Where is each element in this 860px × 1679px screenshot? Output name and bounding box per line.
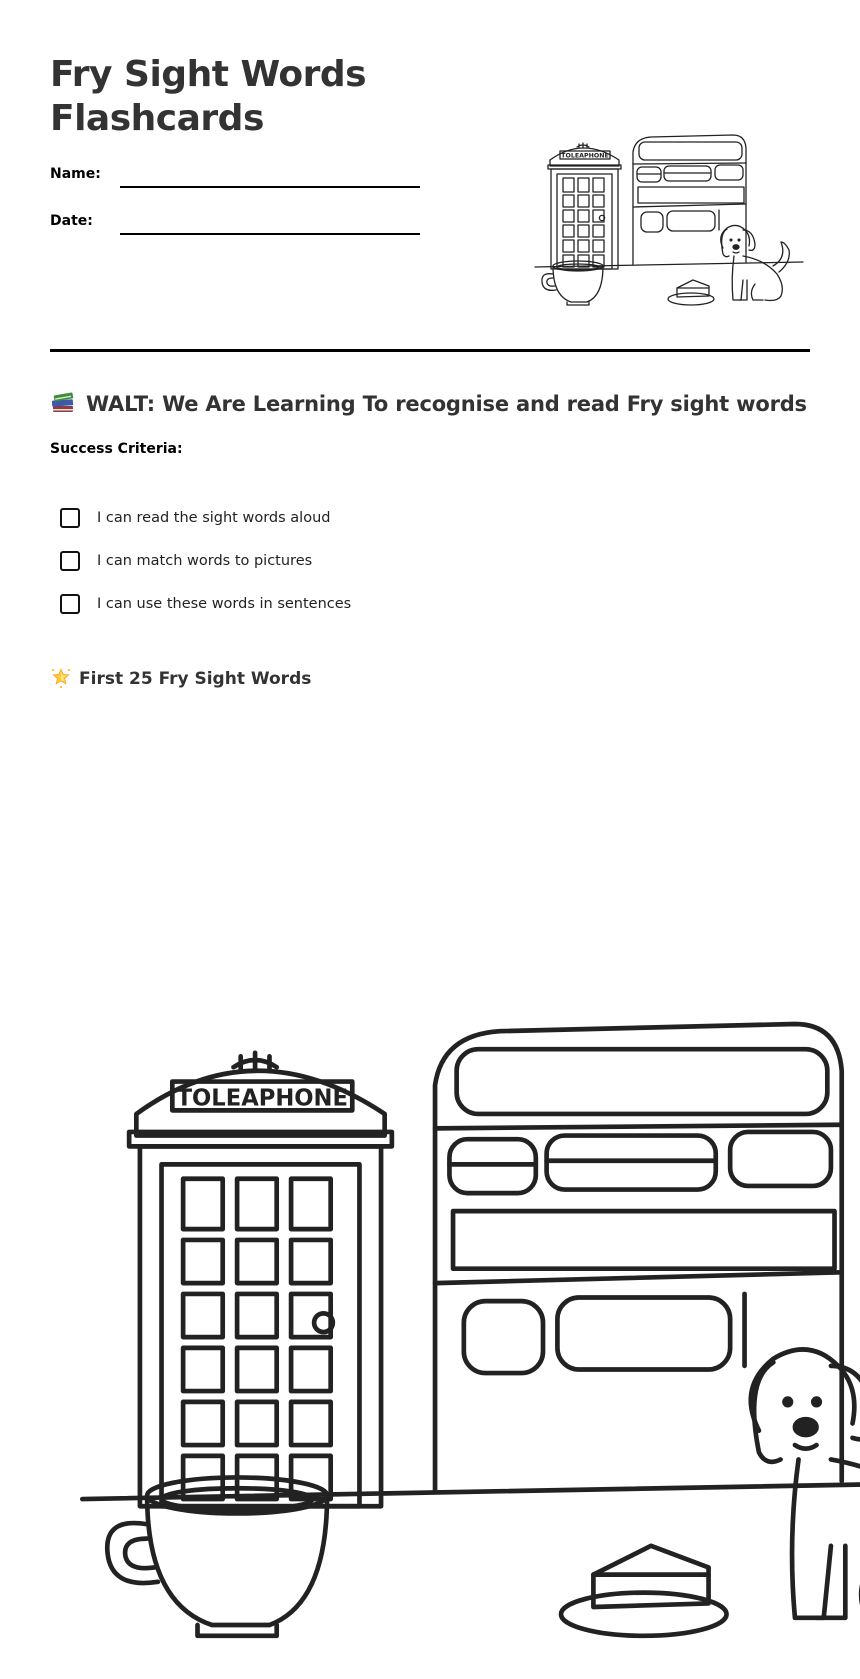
criteria-text: I can read the sight words aloud [97,510,331,526]
title-line-1: Fry Sight Words [50,54,367,95]
date-label: Date: [50,213,93,229]
books-icon [50,391,76,415]
flashcard-illustration [75,1006,860,1679]
section-heading-text: First 25 Fry Sight Words [79,669,312,689]
success-criteria-list [60,507,351,636]
walt-heading [50,390,807,418]
criteria-text: I can match words to pictures [97,553,313,569]
date-line[interactable] [120,233,420,235]
section-heading [50,666,311,692]
criteria-item[interactable] [60,550,351,593]
title-line-2: Flashcards [50,98,264,139]
divider [50,349,810,352]
name-field[interactable] [50,166,420,196]
date-field[interactable] [50,213,420,243]
checkbox[interactable] [60,508,80,528]
walt-heading-text: WALT: We Are Learning To recognise and read Fry sight words [86,392,807,416]
glowing-star-icon [50,666,72,688]
header-illustration [533,130,808,317]
checkbox[interactable] [60,594,80,614]
name-line[interactable] [120,186,420,188]
success-criteria-label: Success Criteria: [50,441,183,457]
criteria-item[interactable] [60,593,351,636]
page-title [50,53,366,141]
criteria-text: I can use these words in sentences [97,596,352,612]
name-label: Name: [50,166,101,182]
checkbox[interactable] [60,551,80,571]
criteria-item[interactable] [60,507,351,550]
